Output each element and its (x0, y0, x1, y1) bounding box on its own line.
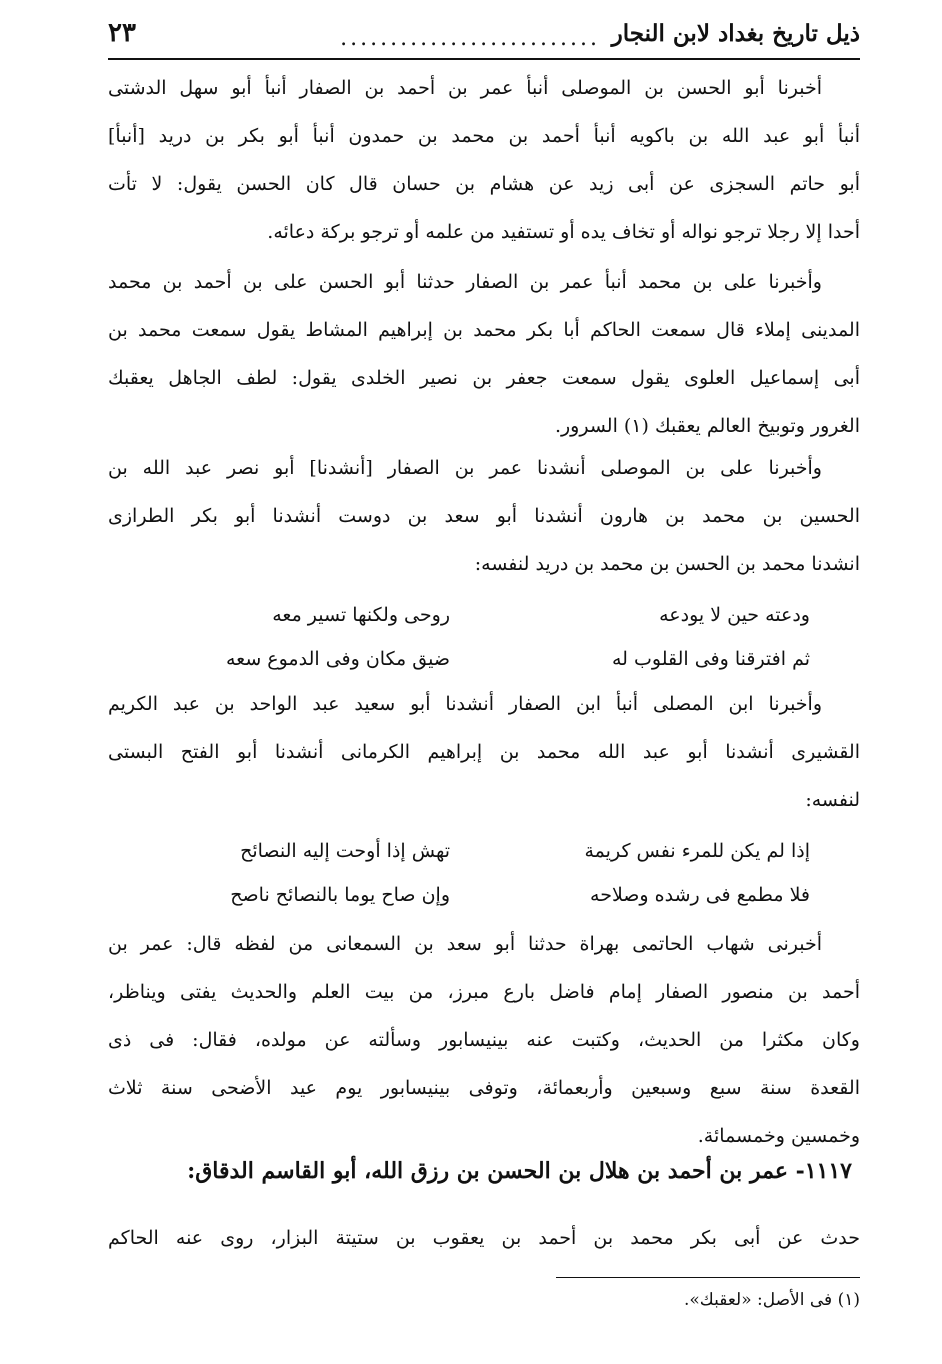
text-line: وأخبرنا على بن محمد أنبأ عمر بن الصفار حدثنا أبو الحسن على بن أحمد بن محمد (108, 271, 822, 293)
text-line: الحسين بن محمد بن هارون أنشدنا أبو سعد بن دوست أنشدنا أبو بكر الطرازى (108, 505, 860, 527)
text-line: أحمد بن منصور الصفار إمام فاضل بارع مبرز، من بيت العلم والحديث يفتى ويناظر، (108, 981, 860, 1003)
paragraph-4 (108, 680, 860, 824)
header-leader-dots: .......................... (340, 26, 600, 51)
text-line: أبى إسماعيل العلوى يقول سمعت جعفر بن نصير الخلدى يقول: لطف الجاهل يعقبك (108, 367, 860, 389)
text-line: المدينى إملاء قال سمعت الحاكم أبا بكر محمد بن إبراهيم المشاط يقول سمعت محمد بن (108, 319, 860, 341)
verse-first-hemistich: ثم افترقنا وفى القلوب له (611, 648, 810, 670)
text-line: أحدا إلا رجلا ترجو نواله أو تخاف يده أو تستفيد من علمه أو ترجو بركة دعائه. (267, 221, 860, 243)
text-line: الغرور وتوبيخ العالم يعقبك (١) السرور. (554, 415, 860, 437)
paragraph-1 (108, 64, 860, 256)
text-line: وخمسين وخمسمائة. (697, 1125, 860, 1147)
text-line: وكان مكثرا من الحديث، وكتبت عنه بينيسابور وسألته عن مولده، فقال: فى ذى (108, 1029, 860, 1051)
paragraph-6 (108, 1214, 860, 1262)
text-line: لنفسه: (805, 789, 860, 811)
running-title: ذيل تاريخ بغداد لابن النجار (611, 20, 860, 47)
text-line: أخبرنا أبو الحسن بن الموصلى أنبأ عمر بن أحمد بن الصفار أنبأ أبو سهل الدشتى (108, 77, 822, 99)
text-line: وأخبرنا ابن المصلى أنبأ ابن الصفار أنشدنا أبو سعيد عبد الواحد بن عبد الكريم (108, 693, 822, 715)
text-line: أنبأ أبو عبد الله بن باكويه أنبأ أحمد بن محمد بن حمدون أنبأ أبو بكر بن دريد [أنبأ] (108, 125, 860, 147)
entry-heading: ١١١٧- عمر بن أحمد بن هلال بن الحسن بن رزق الله، أبو القاسم الدقاق: (187, 1158, 852, 1184)
verse-line (150, 636, 810, 682)
paragraph-3 (108, 444, 860, 588)
verse-line (150, 828, 810, 874)
verse-first-hemistich: ودعته حين لا يودعه (659, 604, 810, 626)
verse-second-hemistich: تهش إذا أوحت إليه النصائح (240, 840, 450, 862)
footnote-rule (556, 1277, 860, 1278)
text-line: أبو حاتم السجزى عن أبى زيد عن هشام بن حسان قال كان الحسن يقول: لا تأت (108, 173, 860, 195)
text-line: وأخبرنا على بن الموصلى أنشدنا عمر بن الصفار [أنشدنا] أبو نصر عبد الله بن (108, 457, 822, 479)
verse-second-hemistich: ضيق مكان وفى الدموع سعه (225, 648, 450, 670)
verse-line (150, 872, 810, 918)
footnote: (١) فى الأصل: «لعقبك». (683, 1290, 860, 1310)
text-line: حدث عن أبى بكر محمد بن أحمد بن يعقوب بن ستيتة البزار، روى عنه الحاكم (108, 1227, 860, 1249)
verse-first-hemistich: إذا لم يكن للمرء نفس كريمة (584, 840, 810, 862)
text-line: القعدة سنة سبع وسبعين وأربعمائة، وتوفى بينيسابور يوم عيد الأضحى سنة ثلاث (108, 1077, 860, 1099)
verse-second-hemistich: روحى ولكنها تسير معه (272, 604, 450, 626)
verse-second-hemistich: وإن صاح يوما بالنصائح ناصح (230, 884, 450, 906)
verse-line (150, 592, 810, 638)
verse-first-hemistich: فلا مطمع فى رشده وصلاحه (590, 884, 810, 906)
paragraph-5 (108, 920, 860, 1160)
text-line: انشدنا محمد بن الحسن بن محمد بن دريد لنفسه: (474, 553, 860, 575)
paragraph-2 (108, 258, 860, 450)
text-line: أخبرنى شهاب الحاتمى بهراة حدثنا أبو سعد بن السمعانى من لفظه قال: عمر بن (108, 933, 822, 955)
text-line: القشيرى أنشدنا أبو عبد الله محمد بن إبراهيم الكرمانى أنشدنا أبو الفتح البستى (108, 741, 860, 763)
running-header (108, 18, 860, 60)
page-number: ٢٣ (108, 18, 136, 48)
